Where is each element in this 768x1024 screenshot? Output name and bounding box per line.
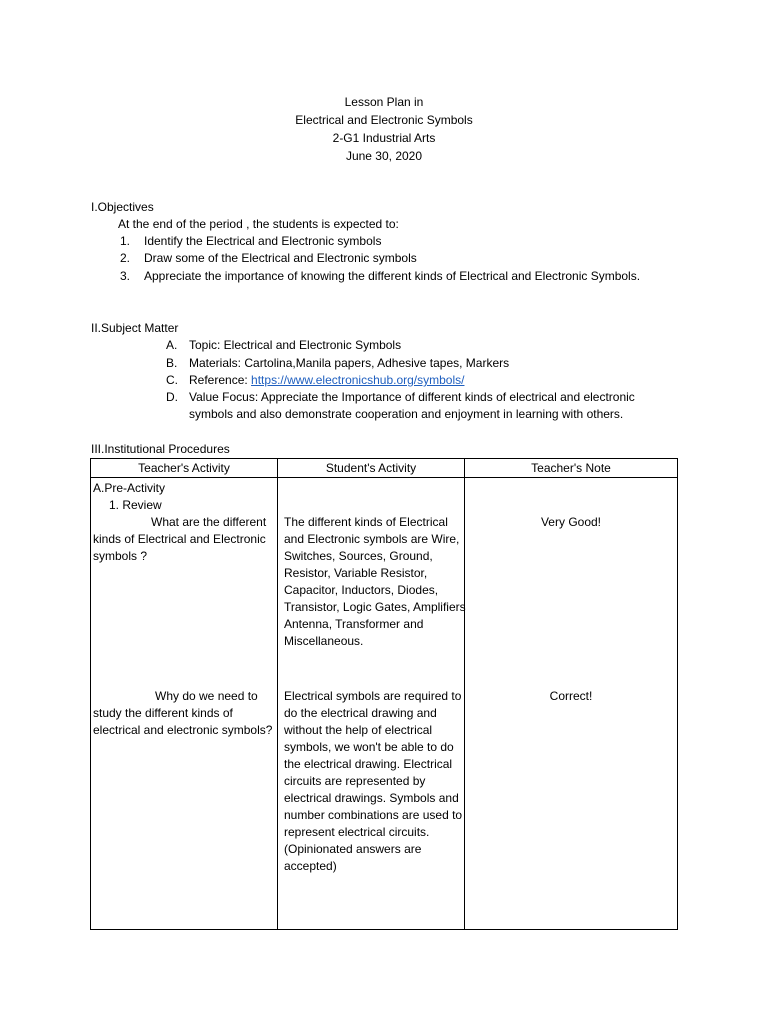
header-line-2: Electrical and Electronic Symbols: [295, 113, 473, 127]
answer-2-text: Electrical symbols are required to do the electrical drawing and without the help of electrical symbols, we won't be able to do the electrical drawing. Electrical circuits are represented by electrical drawings. Symbols and number combinations are used to represent electrical circuits.: [284, 689, 463, 839]
header-line-3: 2-G1 Industrial Arts: [332, 131, 436, 145]
document-header: [0, 93, 768, 165]
reference-link[interactable]: https://www.electronicshub.org/symbols/: [251, 373, 465, 387]
header-line-1: Lesson Plan in: [344, 95, 424, 109]
subject-letter: D.: [166, 390, 178, 404]
objective-text: Draw some of the Electrical and Electronic symbols: [144, 251, 417, 265]
column-header-teacher-note: Teacher's Note: [465, 459, 678, 478]
pre-activity-label: A.Pre-Activity: [93, 481, 166, 495]
objective-text: Identify the Electrical and Electronic symbols: [144, 234, 382, 248]
subject-text: Value Focus: Appreciate the Importance of different kinds of electrical and electronic symbols and also demonstrate cooperation and enjoyment in learning with others.: [189, 390, 635, 421]
teacher-note-cell: [465, 478, 678, 930]
procedures-heading: III.Institutional Procedures: [91, 442, 230, 456]
table-header-row: [91, 459, 678, 478]
column-header-student-activity: Student's Activity: [278, 459, 465, 478]
table-row: [91, 478, 678, 930]
header-line-4: June 30, 2020: [345, 149, 423, 163]
subject-text-wrap: [189, 372, 666, 389]
objective-item-1: [120, 233, 660, 250]
objectives-heading: I.Objectives: [91, 200, 154, 214]
review-label: 1. Review: [109, 498, 162, 512]
subject-letter: C.: [166, 373, 178, 387]
subject-item-d: [166, 389, 666, 423]
answer-1: The different kinds of Electrical and Electronic symbols are Wire, Switches, Sources, Ground, Resistor, Variable Resistor, Capacitor, Inductors, Diodes, Transistor, Logic Gates, Amplifiers Antenna, Transformer and Miscellaneous.: [284, 515, 466, 648]
column-header-teacher-activity: Teacher's Activity: [91, 459, 278, 478]
subject-letter: B.: [166, 356, 178, 370]
objective-number: 3.: [120, 269, 131, 283]
objectives-intro: At the end of the period , the students is expected to:: [118, 217, 399, 231]
note-1: Very Good!: [540, 515, 602, 529]
objective-number: 2.: [120, 251, 131, 265]
note-2: Correct!: [549, 689, 593, 703]
subject-item-c: [166, 372, 666, 389]
objective-number: 1.: [120, 234, 131, 248]
objective-text: Appreciate the importance of knowing the different kinds of Electrical and Electronic Symbols.: [144, 269, 641, 283]
question-2: Why do we need to study the different kinds of electrical and electronic symbols?: [93, 689, 273, 737]
objective-item-2: [120, 250, 660, 267]
subject-matter-heading: II.Subject Matter: [91, 321, 179, 335]
objective-item-3: [120, 268, 660, 285]
question-1: What are the different kinds of Electrical and Electronic symbols ?: [93, 515, 267, 563]
teacher-activity-cell: [91, 478, 278, 930]
subject-text: Topic: Electrical and Electronic Symbols: [189, 338, 402, 352]
subject-text: Materials: Cartolina,Manila papers, Adhesive tapes, Markers: [189, 356, 510, 370]
subject-text: Reference:: [189, 373, 252, 387]
answer-2: [284, 688, 468, 875]
procedures-table: [90, 458, 678, 930]
subject-letter: A.: [166, 338, 178, 352]
subject-item-a: [166, 337, 666, 354]
subject-item-b: [166, 355, 666, 372]
student-activity-cell: [278, 478, 465, 930]
answer-2-note: (Opinionated answers are accepted): [284, 842, 422, 873]
